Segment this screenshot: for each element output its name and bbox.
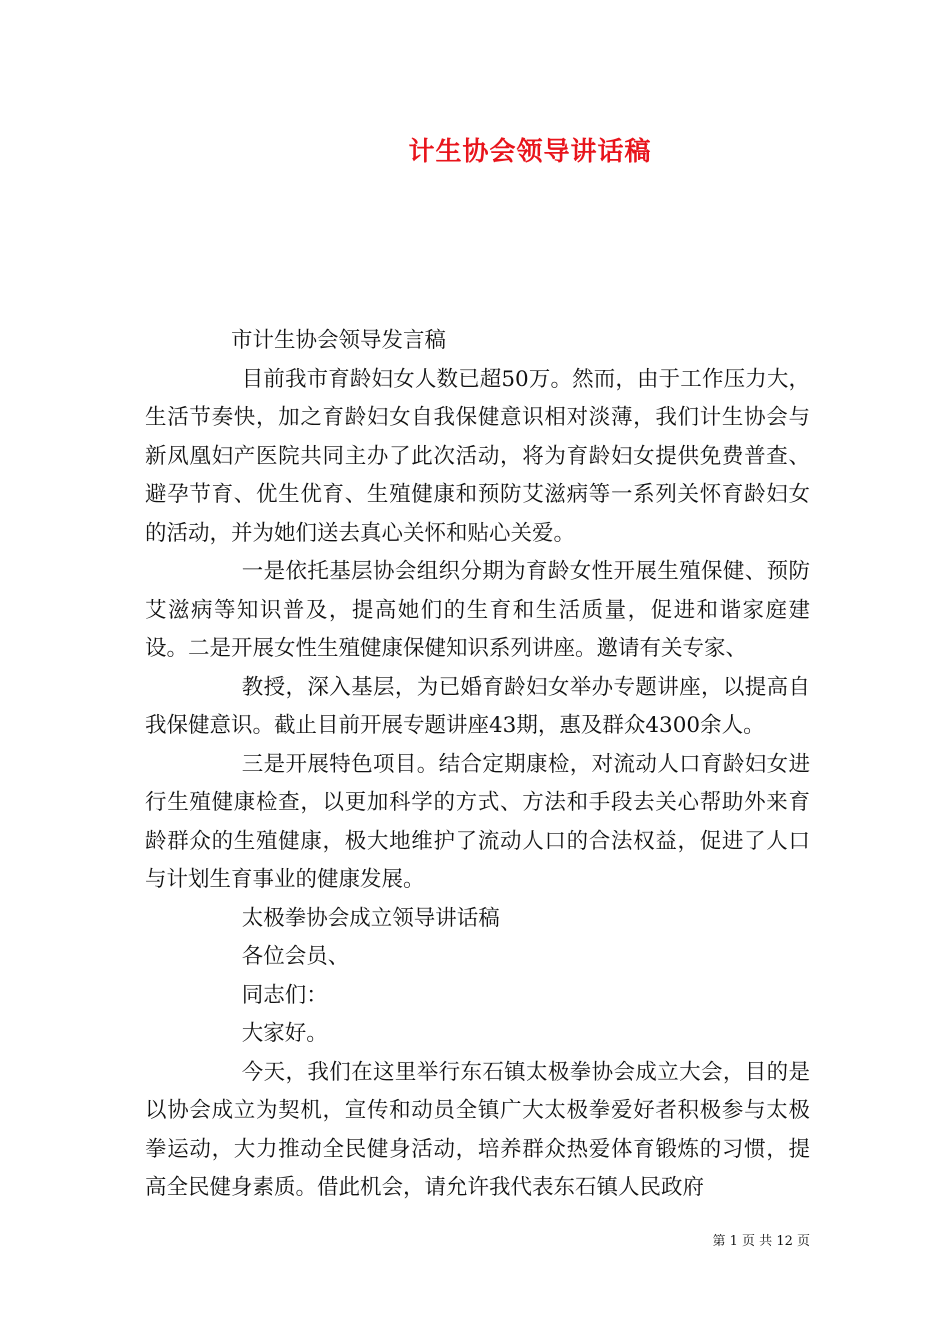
speech-subtitle: 太极拳协会成立领导讲话稿 <box>241 905 500 931</box>
document-title: 计生协会领导讲话稿 <box>408 137 652 167</box>
body-paragraph: 一是依托基层协会组织分期为育龄女性开展生殖保健、预防艾滋病等知识普及，提高她们的生育和生活质量，促进和谐家庭建设。二是开展女性生殖健康保健知识系列讲座。邀请有关专家、 <box>145 559 810 661</box>
salutation-line: 同志们： <box>241 982 328 1008</box>
body-paragraph: 今天，我们在这里举行东石镇太极拳协会成立大会，目的是以协会成立为契机，宣传和动员全镇广大太极拳爱好者积极参与太极拳运动，大力推动全民健身活动，培养群众热爱体育锻炼的习惯，提高全民健身素质。借此机会，请允许我代表东石镇人民政府 <box>145 1059 810 1200</box>
body-paragraph: 三是开展特色项目。结合定期康检，对流动人口育龄妇女进行生殖健康检查，以更加科学的方式、方法和手段去关心帮助外来育龄群众的生殖健康，极大地维护了流动人口的合法权益，促进了人口与计划生育事业的健康发展。 <box>145 751 810 892</box>
salutation-line: 各位会员、 <box>241 944 350 969</box>
page-number: 第 1 页 共 12 页 <box>712 1234 810 1249</box>
speech-subtitle: 市计生协会领导发言稿 <box>231 328 447 353</box>
body-paragraph: 目前我市育龄妇女人数已超50万。然而，由于工作压力大，生活节奏快，加之育龄妇女自我保健意识相对淡薄，我们计生协会与新凤凰妇产医院共同主办了此次活动，将为育龄妇女提供免费普查、避孕节育、优生优育、生殖健康和预防艾滋病等一系列关怀育龄妇女的活动，并为她们送去真心关怀和贴心关爱。 <box>145 366 810 546</box>
body-paragraph: 教授，深入基层，为已婚育龄妇女举办专题讲座，以提高自我保健意识。截止目前开展专题讲座43期，惠及群众4300余人。 <box>145 674 810 738</box>
greeting-line: 大家好。 <box>241 1021 328 1046</box>
document-body <box>145 322 810 1208</box>
